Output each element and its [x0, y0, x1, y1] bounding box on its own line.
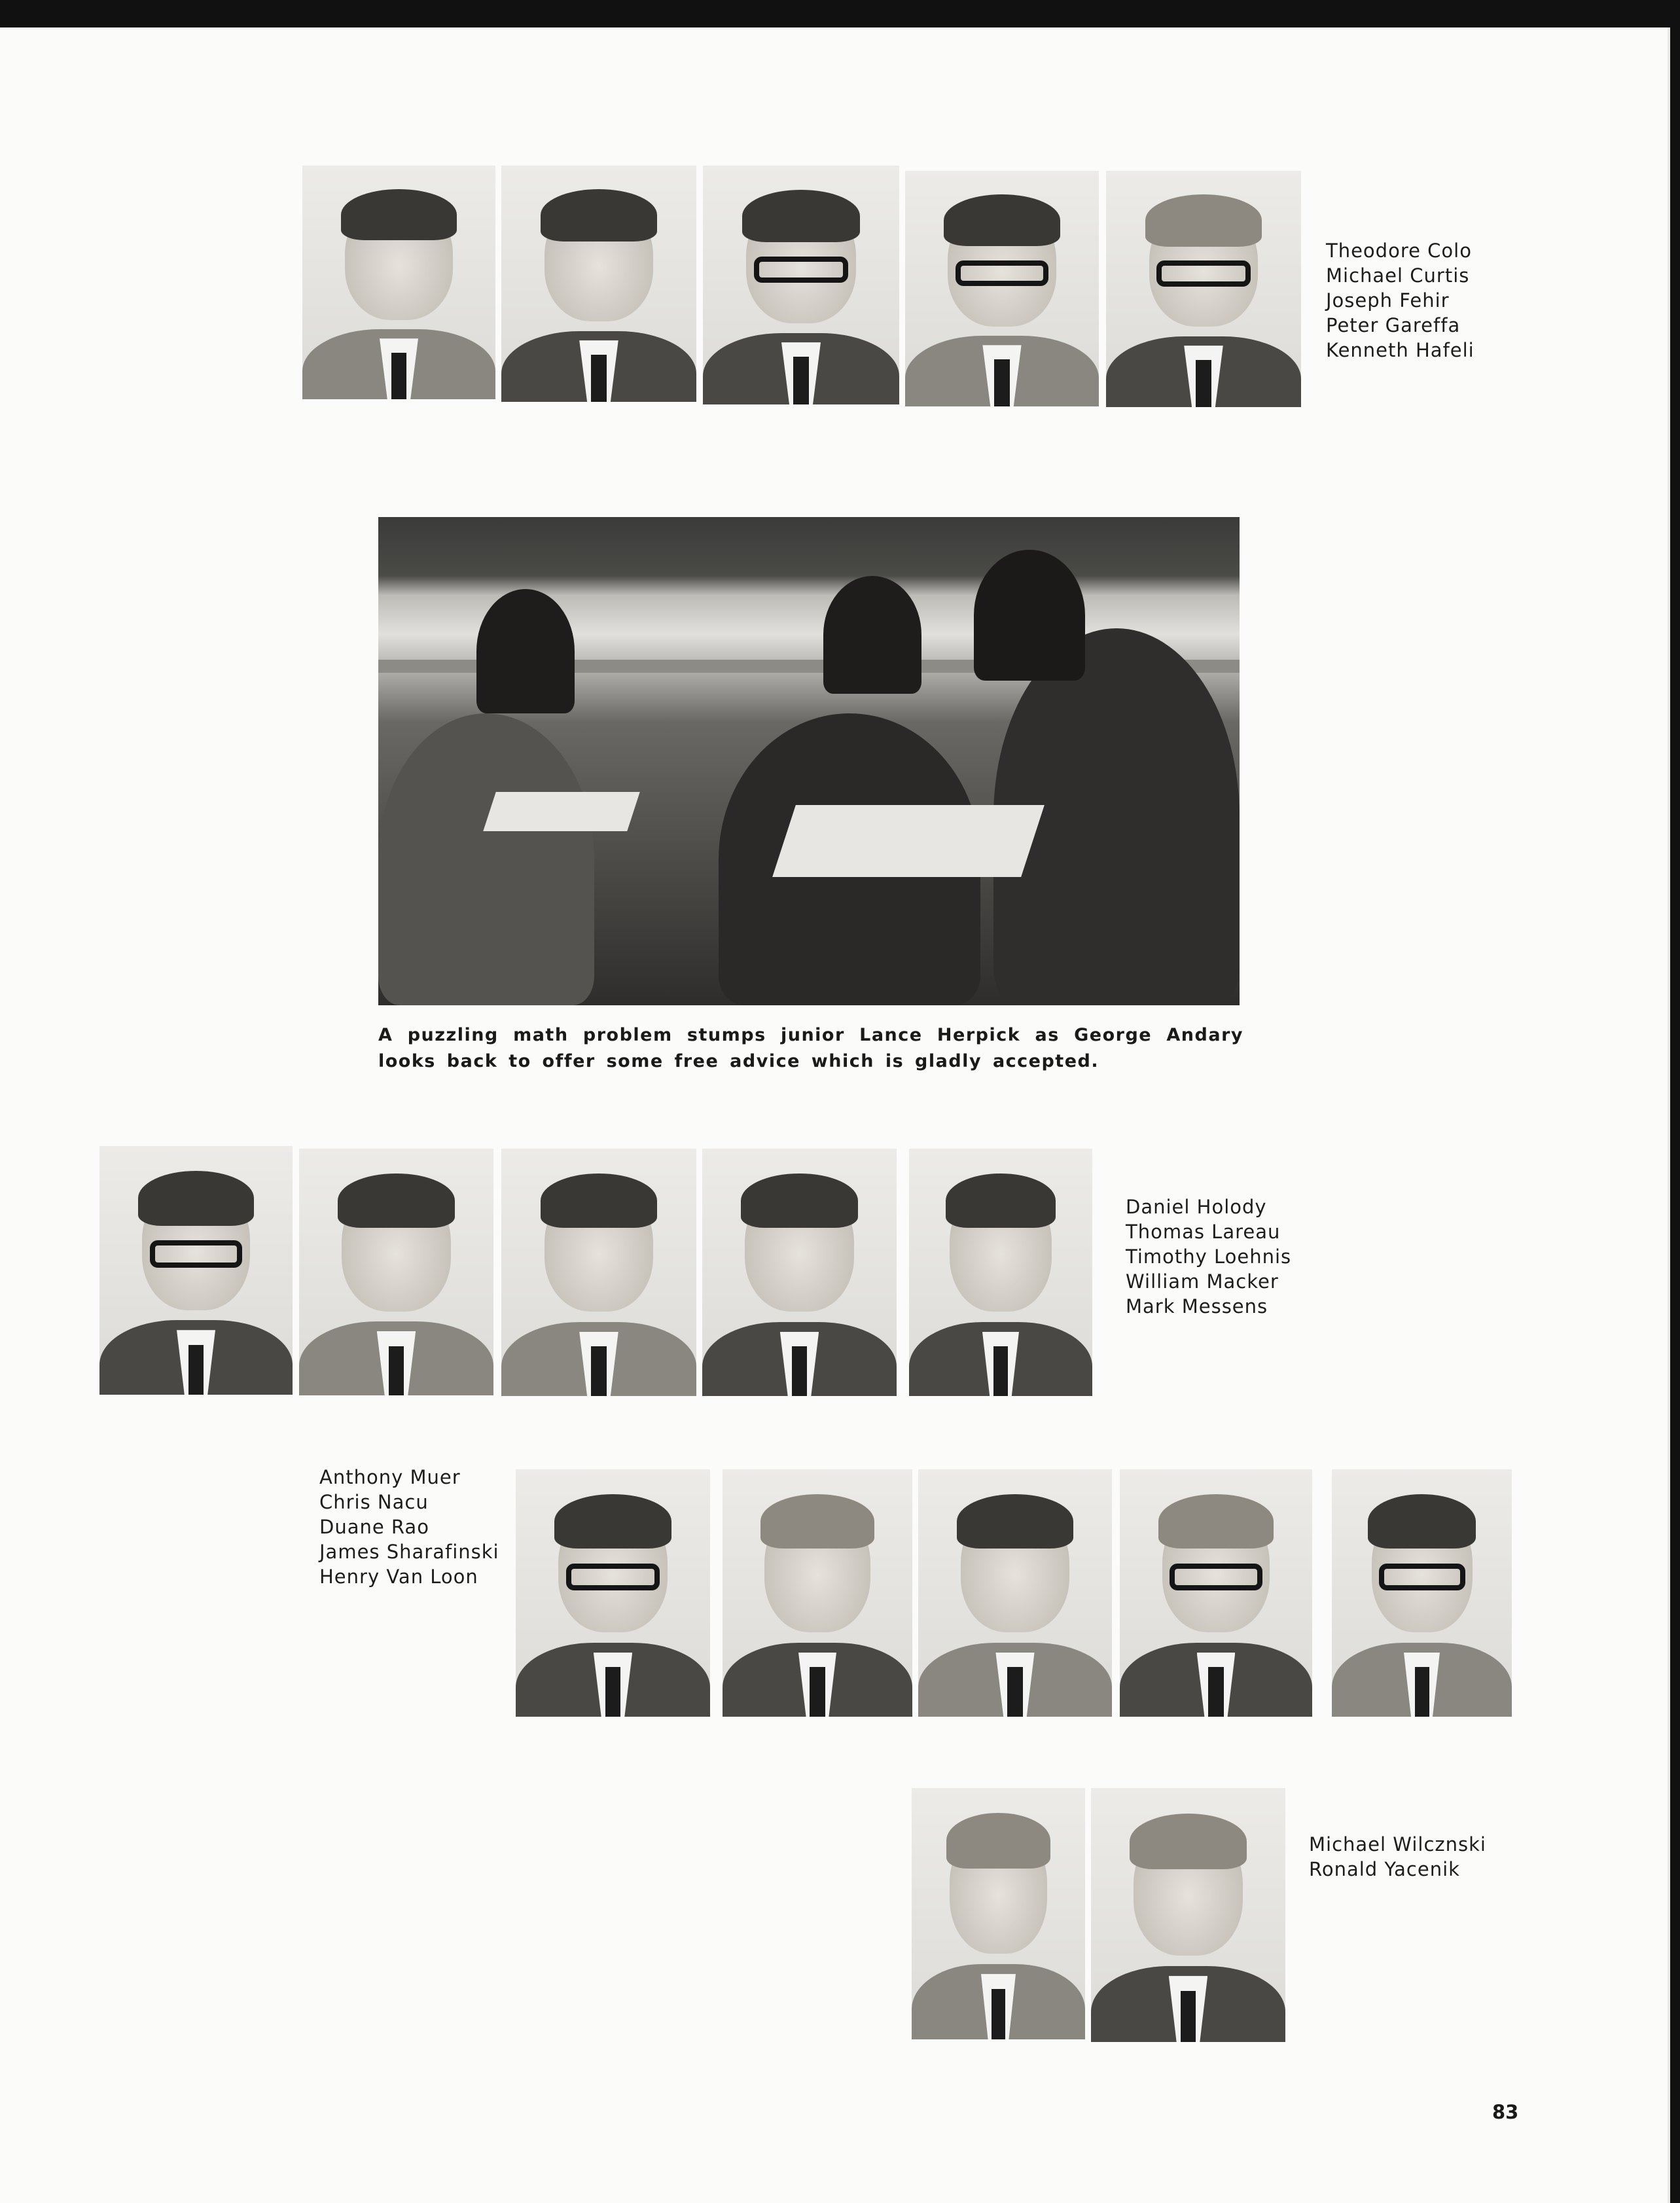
name: Michael Curtis [1326, 264, 1470, 287]
name: Timothy Loehnis [1126, 1245, 1292, 1268]
portrait-henry-van-loon [1332, 1469, 1512, 1717]
name: Ronald Yacenik [1309, 1858, 1460, 1880]
name: Thomas Lareau [1126, 1221, 1281, 1243]
portrait-mark-messens [909, 1149, 1092, 1396]
name: Theodore Colo [1326, 240, 1472, 262]
portrait-thomas-lareau [299, 1149, 493, 1395]
name: Henry Van Loon [319, 1566, 478, 1588]
portrait-joseph-fehir [703, 166, 899, 404]
name: Mark Messens [1126, 1295, 1268, 1317]
portrait-timothy-loehnis [501, 1149, 696, 1396]
name: William Macker [1126, 1270, 1279, 1293]
portrait-kenneth-hafeli [1106, 171, 1301, 407]
photo-caption: A puzzling math problem stumps junior Lance Herpick as George Andary looks back to offer some free advice which is gladly accepted. [378, 1025, 1243, 1071]
name-list-row-2 [1126, 1194, 1291, 1319]
portrait-daniel-holody [99, 1146, 293, 1395]
portrait-theodore-colo [302, 166, 495, 399]
name: Joseph Fehir [1326, 289, 1450, 312]
name: Duane Rao [319, 1516, 429, 1538]
name: Chris Nacu [319, 1491, 429, 1513]
name: Anthony Muer [319, 1466, 461, 1488]
portrait-ronald-yacenik [1091, 1788, 1285, 2042]
portrait-peter-gareffa [905, 171, 1099, 406]
portrait-duane-rao [918, 1469, 1112, 1717]
name: Michael Wilcznski [1309, 1833, 1486, 1855]
portrait-anthony-muer [516, 1469, 710, 1717]
name: James Sharafinski [319, 1541, 499, 1563]
portrait-chris-nacu [723, 1469, 912, 1717]
name: Daniel Holody [1126, 1196, 1267, 1218]
name-list-row-1 [1326, 238, 1474, 363]
name: Kenneth Hafeli [1326, 339, 1474, 361]
name-list-row-3 [319, 1465, 499, 1589]
yearbook-page [0, 27, 1670, 2203]
portrait-michael-curtis [501, 166, 696, 402]
portrait-james-sharafinski [1120, 1469, 1312, 1717]
name: Peter Gareffa [1326, 314, 1461, 336]
name-list-row-4 [1309, 1832, 1486, 1882]
portrait-william-macker [702, 1149, 897, 1396]
portrait-michael-wilcznski [912, 1788, 1085, 2039]
classroom-photo [378, 517, 1240, 1005]
page-number: 83 [1492, 2101, 1519, 2123]
